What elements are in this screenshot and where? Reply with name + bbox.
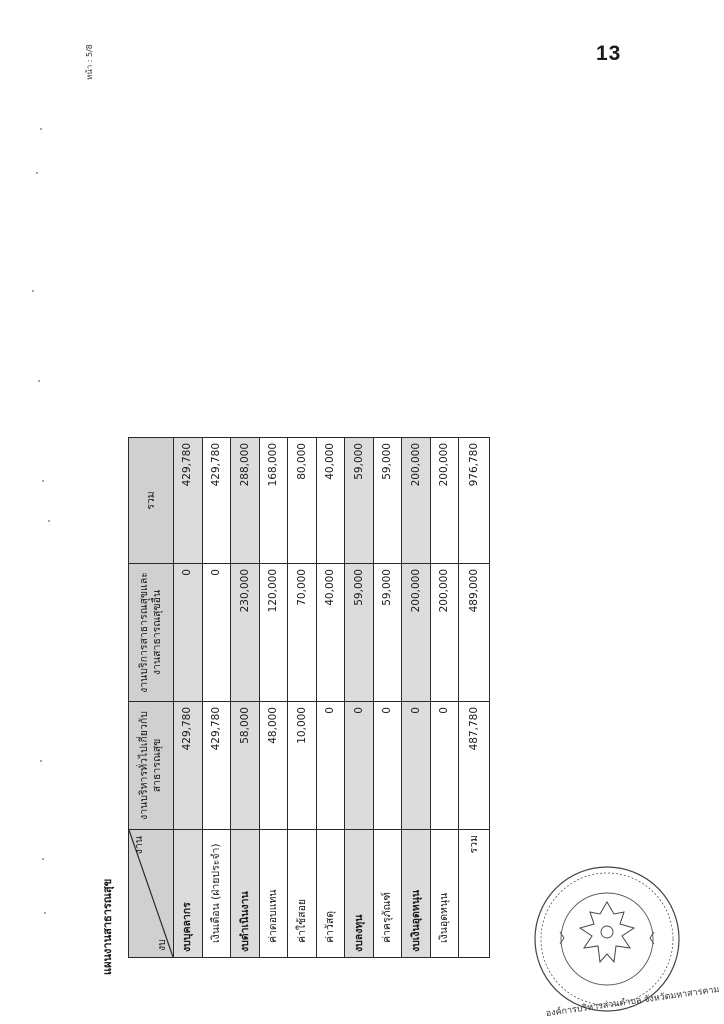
value-cell: 58,000 xyxy=(231,702,260,830)
scan-speck xyxy=(42,480,44,482)
table-row xyxy=(202,438,231,958)
table-row xyxy=(231,438,260,958)
row-label: ค่าวัสดุ xyxy=(316,830,345,958)
value-cell: 0 xyxy=(430,702,459,830)
scan-speck xyxy=(40,128,42,130)
total-value-cell: 489,000 xyxy=(459,564,490,702)
value-cell: 288,000 xyxy=(231,438,260,564)
row-label: งบบุคลากร xyxy=(174,830,203,958)
value-cell: 59,000 xyxy=(345,438,374,564)
value-cell: 40,000 xyxy=(316,564,345,702)
corner-header-cell xyxy=(129,830,174,958)
value-cell: 200,000 xyxy=(430,438,459,564)
value-cell: 230,000 xyxy=(231,564,260,702)
value-cell: 0 xyxy=(202,564,231,702)
table-row xyxy=(373,438,402,958)
table-row xyxy=(345,438,374,958)
value-cell: 120,000 xyxy=(259,564,288,702)
seal-text: องค์การบริหารส่วนตำบล จังหวัดมหาสารคาม xyxy=(545,984,721,1020)
row-label: งบลงทุน xyxy=(345,830,374,958)
value-cell: 70,000 xyxy=(288,564,317,702)
value-cell: 429,780 xyxy=(174,702,203,830)
value-cell: 429,780 xyxy=(202,702,231,830)
plan-title: แผนงานสาธารณสุข xyxy=(101,878,114,975)
scan-speck xyxy=(36,172,38,174)
table-row xyxy=(402,438,431,958)
value-cell: 80,000 xyxy=(288,438,317,564)
page-number: 13 xyxy=(596,42,622,65)
value-cell: 40,000 xyxy=(316,438,345,564)
row-label: ค่าใช้สอย xyxy=(288,830,317,958)
table-row xyxy=(259,438,288,958)
value-cell: 10,000 xyxy=(288,702,317,830)
column-header-general-admin: งานบริหารทั่วไปเกี่ยวกับสาธารณสุข xyxy=(129,702,174,830)
value-cell: 200,000 xyxy=(402,564,431,702)
budget-table xyxy=(128,437,490,958)
row-label: งบเงินอุดหนุน xyxy=(402,830,431,958)
table-body xyxy=(174,438,490,958)
page-reference: หน้า : 5/8 xyxy=(85,44,94,80)
scan-speck xyxy=(40,760,42,762)
value-cell: 200,000 xyxy=(430,564,459,702)
table-row xyxy=(288,438,317,958)
value-cell: 0 xyxy=(345,702,374,830)
scan-speck xyxy=(32,290,34,292)
row-label: งบดำเนินงาน xyxy=(231,830,260,958)
value-cell: 0 xyxy=(316,702,345,830)
value-cell: 59,000 xyxy=(345,564,374,702)
total-value-cell: 976,780 xyxy=(459,438,490,564)
value-cell: 59,000 xyxy=(373,564,402,702)
scan-speck xyxy=(42,858,44,860)
table-row xyxy=(316,438,345,958)
value-cell: 429,780 xyxy=(202,438,231,564)
total-value-cell: 487,780 xyxy=(459,702,490,830)
column-header-public-health-services: งานบริการสาธารณสุขและงานสาธารณสุขอื่น xyxy=(129,564,174,702)
table-row xyxy=(430,438,459,958)
row-label: ค่าครุภัณฑ์ xyxy=(373,830,402,958)
value-cell: 0 xyxy=(402,702,431,830)
scan-speck xyxy=(44,912,46,914)
value-cell: 429,780 xyxy=(174,438,203,564)
corner-bottom-label: งบ xyxy=(156,939,169,951)
row-label: เงินอุดหนุน xyxy=(430,830,459,958)
scan-speck xyxy=(38,380,40,382)
value-cell: 48,000 xyxy=(259,702,288,830)
table-header-row xyxy=(129,438,174,958)
corner-top-label: งาน xyxy=(133,836,145,855)
scan-speck xyxy=(48,520,50,522)
value-cell: 59,000 xyxy=(373,438,402,564)
value-cell: 0 xyxy=(373,702,402,830)
value-cell: 200,000 xyxy=(402,438,431,564)
total-row xyxy=(459,438,490,958)
column-header-total: รวม xyxy=(129,438,174,564)
table-row xyxy=(174,438,203,958)
budget-table-frame xyxy=(128,438,490,958)
total-label: รวม xyxy=(459,830,490,958)
row-label: เงินเดือน (ฝ่ายประจำ) xyxy=(202,830,231,958)
row-label: ค่าตอบแทน xyxy=(259,830,288,958)
value-cell: 0 xyxy=(174,564,203,702)
value-cell: 168,000 xyxy=(259,438,288,564)
